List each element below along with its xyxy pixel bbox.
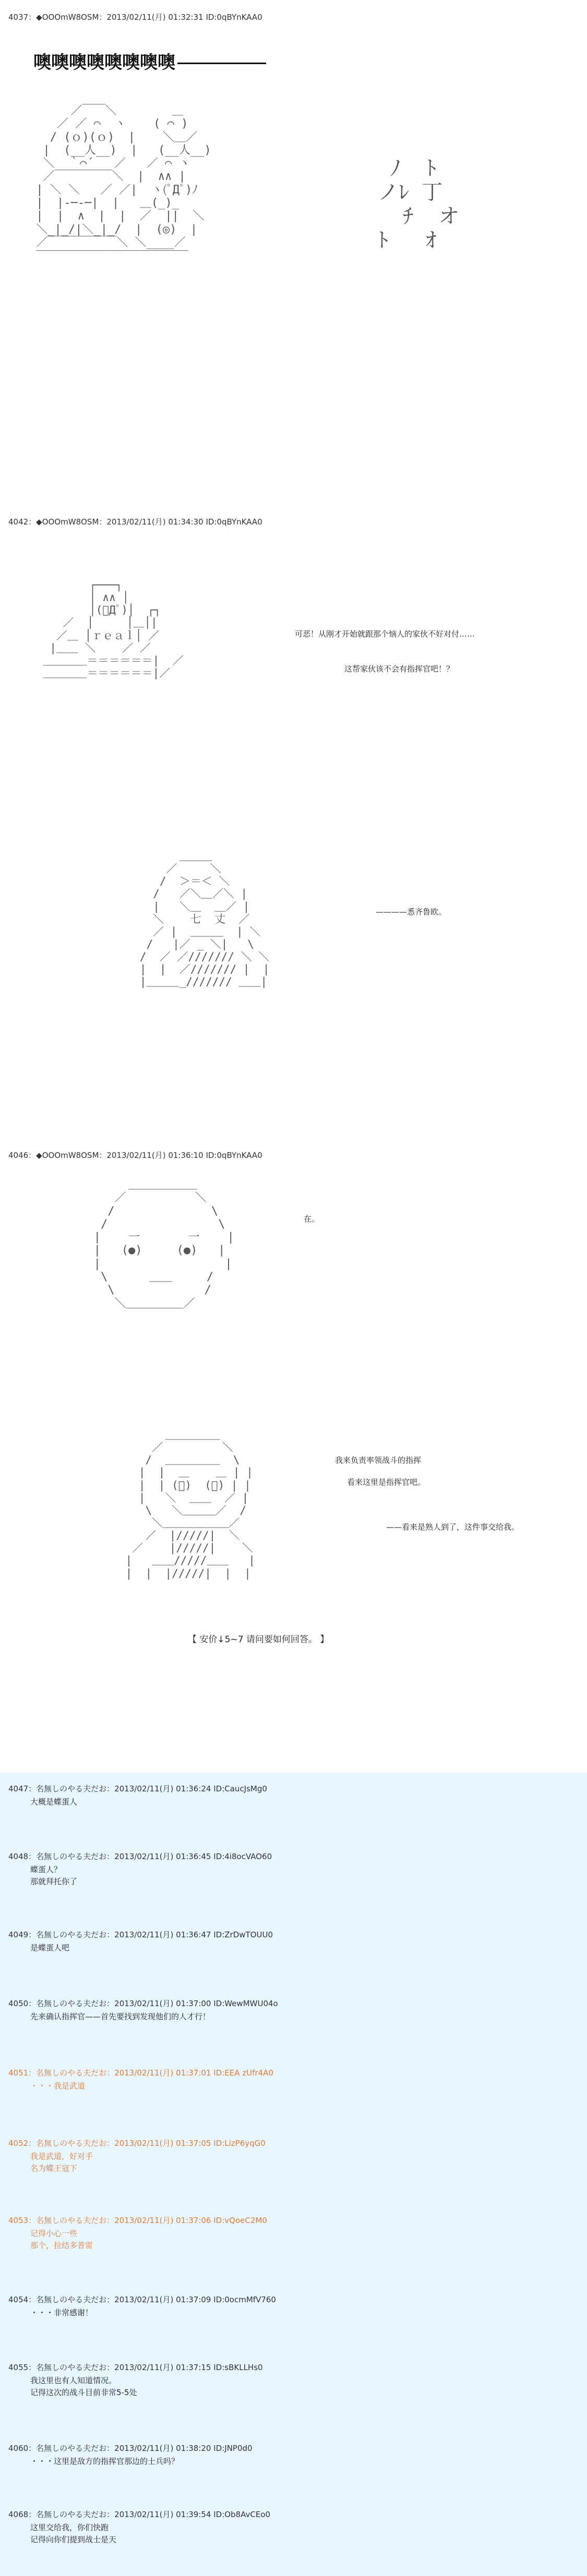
- reply-body: 是蝶蛋人吧: [30, 1943, 70, 1952]
- reply-post: [8, 1783, 267, 1808]
- reply-post: [8, 1929, 273, 1954]
- reply-body: ・・・非常感谢！: [30, 2308, 93, 2317]
- reply-post: [8, 1998, 278, 2023]
- reply-body: 我这里也有人知道情况。 记得这次的战斗目前非常5-5处: [30, 2376, 137, 2397]
- reply-header: 4049：名無しのやる夫だお：2013/02/11(月) 01:36:47 ID:ZrDwTOUU0: [8, 1930, 273, 1939]
- reply-post: [8, 1851, 272, 1887]
- dialogue-line: ——看来是熟人到了，这件事交给我。: [386, 1522, 520, 1532]
- post-header: 4042：◆OOOmW8OSM：2013/02/11(月) 01:34:30 ID:0qBYnKAA0: [8, 517, 262, 527]
- dialogue-line: ————悉齐鲁欧。: [376, 907, 447, 917]
- post-header: 4037：◆OOOmW8OSM：2013/02/11(月) 01:32:31 ID:0qBYnKAA0: [8, 13, 262, 22]
- dialogue-line: 在。: [304, 1214, 320, 1224]
- reply-post: [8, 2294, 276, 2319]
- reply-header: 4051：名無しのやる夫だお：2013/02/11(月) 01:37:01 ID:EEA zUfr4A0: [8, 2068, 273, 2078]
- cry-heading: [33, 48, 266, 74]
- ascii-art-figure: ／￣￣＼ ＿ ／ ／ ⌒ ヽ ( ⌒ ) / (ｏ)(ｏ) | ＼＿／ | (__人__) | (__人__) ＼ ｀⌒´ ／ ／ ⌒ ヽ ／￣￣￣￣￣＼ | ∧∧ | | ＼ ＼ ／ ／| ヽ(ﾟДﾟ)ﾉ | |‐─‐─| | ＿(_)_ | | ∧ | | ／ || ＼ ＼_|_/|＼_|_/ | (◎) | ／￣￣￣￣￣￣＼ ＼____／ ‾‾‾‾‾‾‾‾‾‾‾‾‾‾‾‾‾‾‾‾‾‾: [36, 104, 211, 263]
- reply-post: [8, 2067, 273, 2092]
- options-prompt: 【 安价↓5~7 请问要如何回答。 】: [188, 1634, 329, 1645]
- reply-body: 记得小心一些 那个，拉结多普雷: [30, 2229, 93, 2250]
- reply-body: 这里交给我，你们快跑 记得向你们提到战士是天: [30, 2523, 117, 2544]
- dialogue-line: 我来负责率领战斗的指挥: [335, 1456, 422, 1465]
- cry-text: 噢噢噢噢噢噢噢噢: [33, 52, 175, 73]
- reply-header: 4054：名無しのやる夫だお：2013/02/11(月) 01:37:09 ID:0ocmMfV760: [8, 2295, 276, 2304]
- ascii-art-face: ＿＿＿＿＿＿ ／ ＼ / \ / \ | 一 一 | | (●) (●) | | | \ ＿＿ / \ / ＼＿＿＿＿＿／: [93, 1178, 234, 1310]
- reply-post: [8, 2362, 263, 2398]
- reply-body: ・・・这里是敌方的指挥官那边的士兵吗？: [30, 2457, 179, 2466]
- reply-body: 蝶蛋人？ 那就拜托你了: [30, 1865, 78, 1886]
- ascii-art-letters: ﾉ ﾄ ノﾚ 丁 ﾁ オ ﾄ ｵ: [378, 156, 460, 252]
- reply-post: [8, 2138, 266, 2174]
- reply-header: 4048：名無しのやる夫だお：2013/02/11(月) 01:36:45 ID:4i8ocVAO60: [8, 1852, 272, 1861]
- ascii-art-figure: ＿＿＿＿＿ ／ ＼ / ＿＿＿＿＿ \ | | ＿ ＿ | | | | (ﾟ) (ﾟ) | | | ＼ ＿＿ ／ | \ ＼＿＿＿／ / ＼＿＿＿＿＿＿／ ／ |/////| ＼ ／ |/////| ＼ | ＿＿/////＿＿ | | | |/////| | |: [125, 1429, 255, 1580]
- reply-header: 4068：名無しのやる夫だお：2013/02/11(月) 01:39:54 ID:Ob8AvCEo0: [8, 2510, 271, 2519]
- dialogue-line: 可恶！从刚才开始就跟那个恼人的家伙不好对付……: [295, 629, 475, 639]
- reply-body: 先来确认指挥官——首先要找到发现他们的人才行！: [30, 2012, 211, 2021]
- reply-post: [8, 2215, 267, 2251]
- reply-header: 4055：名無しのやる夫だお：2013/02/11(月) 01:37:15 ID:sBKLLHs0: [8, 2363, 263, 2372]
- reply-body: 我是武道，好对手 名为蝶王寇下: [30, 2152, 93, 2173]
- reply-header: 4053：名無しのやる夫だお：2013/02/11(月) 01:37:06 ID:vQoeC2M0: [8, 2216, 267, 2225]
- reply-body: ・・・我是武道: [30, 2081, 86, 2091]
- dialogue-line: 看来这里是指挥官吧。: [347, 1478, 426, 1487]
- replies-section: [0, 1773, 587, 2576]
- post-header: 4046：◆OOOmW8OSM：2013/02/11(月) 01:36:10 ID:0qBYnKAA0: [8, 1151, 262, 1160]
- dialogue-line: 这帮家伙该不会有指挥官吧！？: [344, 664, 454, 674]
- reply-post: [8, 2443, 253, 2468]
- reply-header: 4050：名無しのやる夫だお：2013/02/11(月) 01:37:00 ID:WewMWU04o: [8, 1999, 278, 2008]
- reply-post: [8, 2509, 270, 2545]
- dash-line: [177, 63, 266, 64]
- reply-body: 大概是蝶蛋人: [30, 1797, 78, 1806]
- reply-header: 4047：名無しのやる夫だお：2013/02/11(月) 01:36:24 ID:CaucJsMg0: [8, 1784, 267, 1793]
- ascii-art-figure: ＿＿＿ ／ ＼ / ＞＝＜ ＼ / ／＼＿／＼ | | ＼＿ ＿／ | ＼ 七 丈 ／ ／ | ＿＿＿ | ＼ / |／ _ ＼| \ / ／ ／/////// ＼ ＼ | | ／/////// | | |＿＿＿_/////// ＿＿|: [139, 850, 270, 988]
- reply-header: 4060：名無しのやる夫だお：2013/02/11(月) 01:38:20 ID:JNP0d0: [8, 2444, 253, 2453]
- ascii-art-figure: ┌───┐ │ ∧∧ │ │(ﾟДﾟ)│ ┌┐ ／ │ │＿│| ／＿ │ｒｅａｌ│ ／ |＿＿ ＼ ／ ／ ＿＿＿＿＝＝＝＝＝＝| ／ ＿＿＿＿＝＝＝＝＝＝|／: [43, 579, 184, 679]
- reply-header: 4052：名無しのやる夫だお：2013/02/11(月) 01:37:05 ID:LizP6yqG0: [8, 2139, 266, 2148]
